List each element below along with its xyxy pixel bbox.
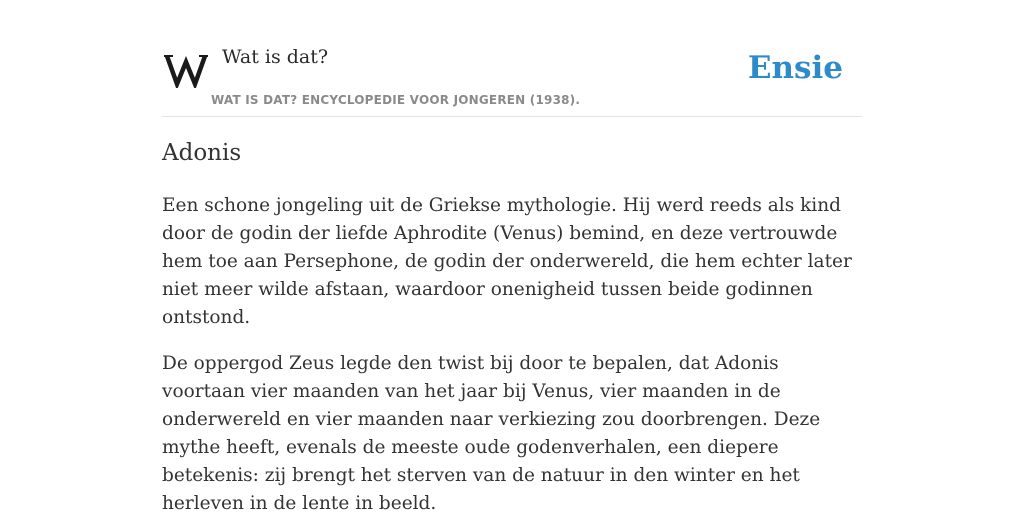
source-subtitle: WAT IS DAT? ENCYCLOPEDIE VOOR JONGEREN (1938).	[211, 93, 581, 107]
brand-logo-link[interactable]: Ensie	[747, 50, 843, 86]
entry-title: Adonis	[162, 140, 242, 166]
entry-paragraph: De oppergod Zeus legde den twist bij door te bepalen, dat Adonis voortaan vier maanden van het jaar bij Venus, vier maanden in de onderwereld en vier maanden naar verkiezing zou doorbrengen. Deze mythe heeft, evenals de meeste oude godenverhalen, een diepere betekenis: zij brengt het sterven van de natuur in den winter en het herleven in de lente in beeld.	[162, 353, 821, 512]
w-wordmark-icon[interactable]	[164, 52, 208, 88]
entry-paragraph: Een schone jongeling uit de Griekse mythologie. Hij werd reeds als kind door de godin der liefde Aphrodite (Venus) bemind, en deze vertrouwde hem toe aan Persephone, de godin der onderwereld, die hem echter later niet meer wilde afstaan, waardoor onenigheid tussen beide godinnen ontstond.	[162, 195, 852, 328]
entry-content	[162, 192, 862, 512]
source-header	[162, 40, 862, 117]
source-title[interactable]: Wat is dat?	[222, 46, 329, 68]
